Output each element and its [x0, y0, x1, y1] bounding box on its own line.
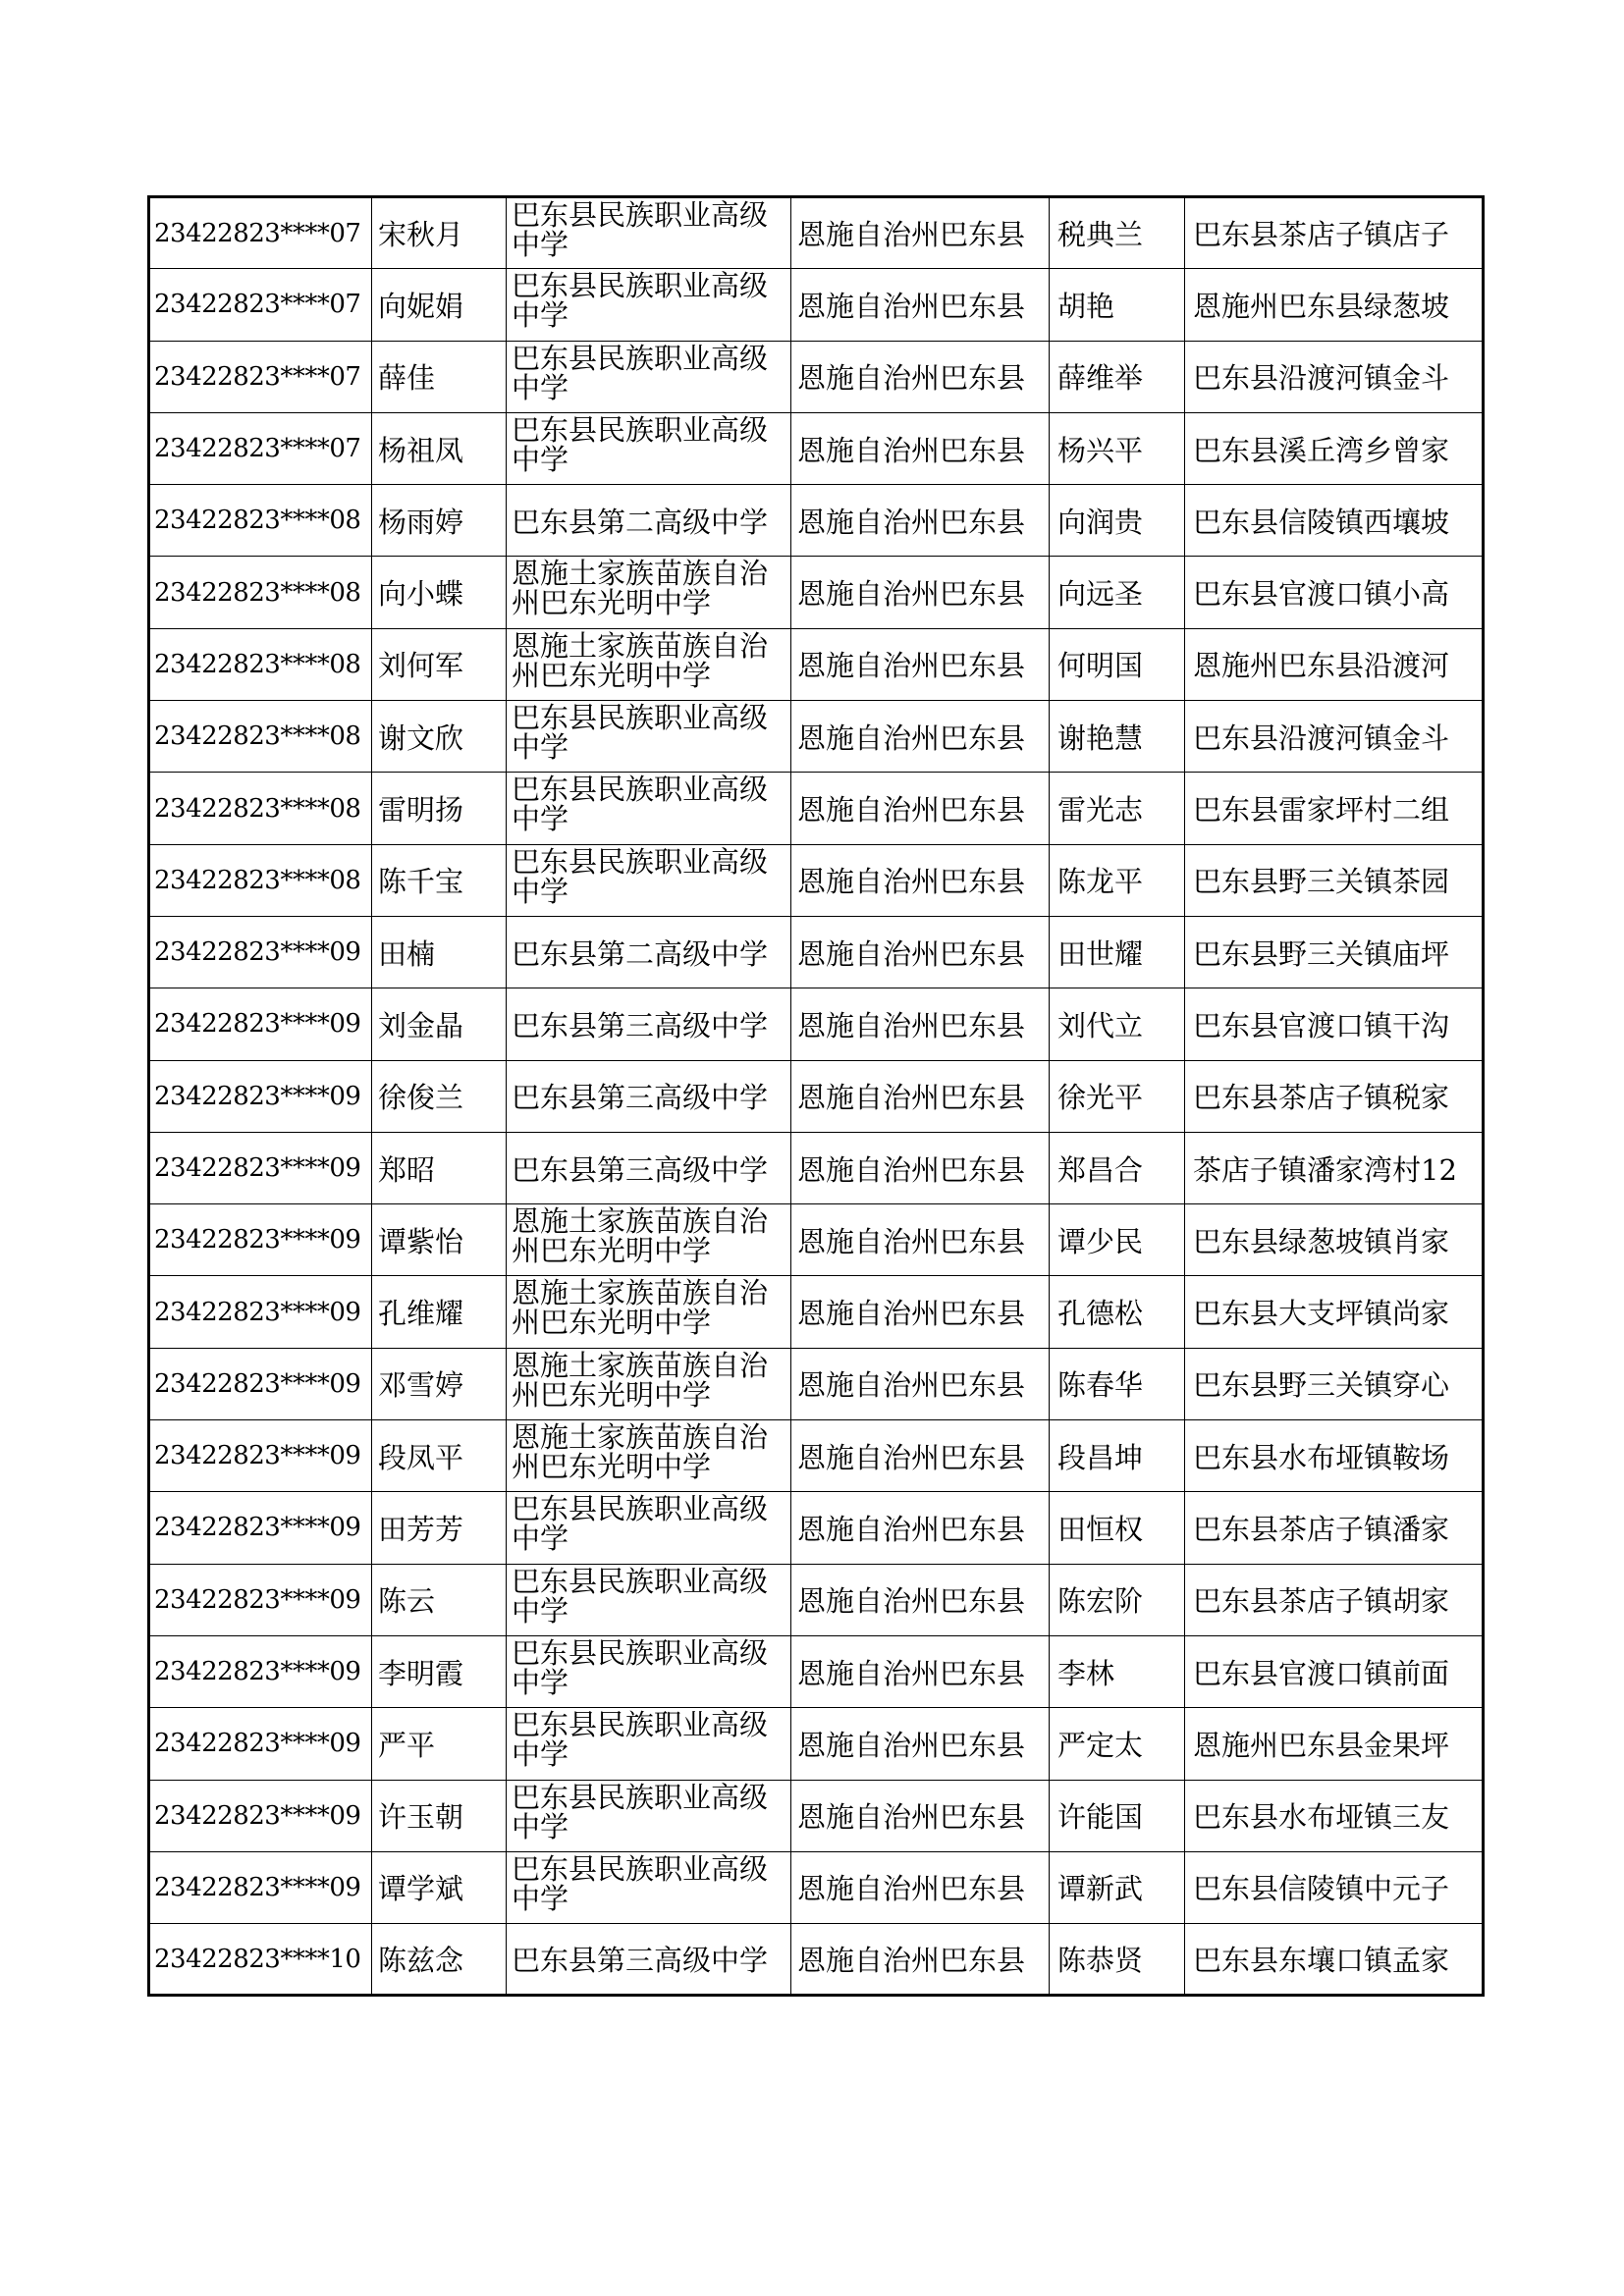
school-cell: 恩施土家族苗族自治州巴东光明中学 — [507, 1420, 791, 1492]
guardian-name-cell: 严定太 — [1050, 1708, 1185, 1780]
student-name-cell: 宋秋月 — [372, 197, 507, 269]
address-cell: 巴东县信陵镇中元子 — [1185, 1851, 1484, 1923]
address-cell: 巴东县野三关镇穿心 — [1185, 1348, 1484, 1419]
student-name-cell: 谢文欣 — [372, 701, 507, 773]
table-row — [149, 988, 1484, 1060]
address-cell: 恩施州巴东县金果坪 — [1185, 1708, 1484, 1780]
table-row — [149, 773, 1484, 844]
id-cell: 23422823****09 — [149, 1635, 372, 1707]
student-name-cell: 徐俊兰 — [372, 1060, 507, 1132]
guardian-name-cell: 刘代立 — [1050, 988, 1185, 1060]
school-cell: 巴东县民族职业高级中学 — [507, 701, 791, 773]
student-name-cell: 田芳芳 — [372, 1492, 507, 1564]
school-cell: 巴东县第二高级中学 — [507, 485, 791, 557]
guardian-name-cell: 郑昌合 — [1050, 1132, 1185, 1203]
school-cell: 恩施土家族苗族自治州巴东光明中学 — [507, 1348, 791, 1419]
table-body — [149, 197, 1484, 1996]
region-cell: 恩施自治州巴东县 — [791, 916, 1050, 988]
school-cell: 恩施土家族苗族自治州巴东光明中学 — [507, 628, 791, 700]
guardian-name-cell: 田世耀 — [1050, 916, 1185, 988]
school-cell: 恩施土家族苗族自治州巴东光明中学 — [507, 1204, 791, 1276]
table-row — [149, 1708, 1484, 1780]
region-cell: 恩施自治州巴东县 — [791, 1564, 1050, 1635]
address-cell: 巴东县东壤口镇孟家 — [1185, 1924, 1484, 1996]
student-name-cell: 刘金晶 — [372, 988, 507, 1060]
region-cell: 恩施自治州巴东县 — [791, 1851, 1050, 1923]
address-cell: 恩施州巴东县沿渡河 — [1185, 628, 1484, 700]
region-cell: 恩施自治州巴东县 — [791, 1780, 1050, 1851]
address-cell: 巴东县水布垭镇鞍场 — [1185, 1420, 1484, 1492]
table-row — [149, 1635, 1484, 1707]
address-cell: 巴东县野三关镇庙坪 — [1185, 916, 1484, 988]
address-cell: 巴东县溪丘湾乡曾家 — [1185, 412, 1484, 484]
table-row — [149, 701, 1484, 773]
guardian-name-cell: 田恒权 — [1050, 1492, 1185, 1564]
school-cell: 巴东县民族职业高级中学 — [507, 844, 791, 916]
region-cell: 恩施自治州巴东县 — [791, 1635, 1050, 1707]
address-cell: 巴东县沿渡河镇金斗 — [1185, 341, 1484, 412]
guardian-name-cell: 段昌坤 — [1050, 1420, 1185, 1492]
student-name-cell: 刘何军 — [372, 628, 507, 700]
guardian-name-cell: 孔德松 — [1050, 1276, 1185, 1348]
address-cell: 巴东县官渡口镇前面 — [1185, 1635, 1484, 1707]
table-row — [149, 557, 1484, 628]
school-cell: 恩施土家族苗族自治州巴东光明中学 — [507, 557, 791, 628]
region-cell: 恩施自治州巴东县 — [791, 269, 1050, 341]
region-cell: 恩施自治州巴东县 — [791, 1276, 1050, 1348]
id-cell: 23422823****09 — [149, 1060, 372, 1132]
id-cell: 23422823****09 — [149, 1204, 372, 1276]
id-cell: 23422823****07 — [149, 269, 372, 341]
guardian-name-cell: 陈春华 — [1050, 1348, 1185, 1419]
table-row — [149, 844, 1484, 916]
school-cell: 巴东县民族职业高级中学 — [507, 1635, 791, 1707]
table-row — [149, 485, 1484, 557]
table-row — [149, 916, 1484, 988]
id-cell: 23422823****08 — [149, 701, 372, 773]
id-cell: 23422823****07 — [149, 197, 372, 269]
id-cell: 23422823****09 — [149, 1276, 372, 1348]
student-name-cell: 杨祖凤 — [372, 412, 507, 484]
id-cell: 23422823****09 — [149, 1348, 372, 1419]
student-name-cell: 陈云 — [372, 1564, 507, 1635]
student-table-sheet — [147, 195, 1482, 1997]
address-cell: 巴东县信陵镇西壤坡 — [1185, 485, 1484, 557]
region-cell: 恩施自治州巴东县 — [791, 1924, 1050, 1996]
id-cell: 23422823****09 — [149, 988, 372, 1060]
school-cell: 巴东县民族职业高级中学 — [507, 269, 791, 341]
student-name-cell: 段凤平 — [372, 1420, 507, 1492]
address-cell: 巴东县官渡口镇小高 — [1185, 557, 1484, 628]
region-cell: 恩施自治州巴东县 — [791, 1708, 1050, 1780]
school-cell: 巴东县第三高级中学 — [507, 1924, 791, 1996]
address-cell: 巴东县绿葱坡镇肖家 — [1185, 1204, 1484, 1276]
guardian-name-cell: 胡艳 — [1050, 269, 1185, 341]
id-cell: 23422823****09 — [149, 1564, 372, 1635]
school-cell: 巴东县民族职业高级中学 — [507, 1564, 791, 1635]
id-cell: 23422823****08 — [149, 844, 372, 916]
student-name-cell: 谭紫怡 — [372, 1204, 507, 1276]
region-cell: 恩施自治州巴东县 — [791, 1492, 1050, 1564]
address-cell: 巴东县茶店子镇胡家 — [1185, 1564, 1484, 1635]
student-name-cell: 薛佳 — [372, 341, 507, 412]
id-cell: 23422823****09 — [149, 1780, 372, 1851]
guardian-name-cell: 向远圣 — [1050, 557, 1185, 628]
region-cell: 恩施自治州巴东县 — [791, 1348, 1050, 1419]
address-cell: 巴东县雷家坪村二组 — [1185, 773, 1484, 844]
region-cell: 恩施自治州巴东县 — [791, 1132, 1050, 1203]
table-row — [149, 1492, 1484, 1564]
table-row — [149, 1420, 1484, 1492]
region-cell: 恩施自治州巴东县 — [791, 557, 1050, 628]
region-cell: 恩施自治州巴东县 — [791, 701, 1050, 773]
region-cell: 恩施自治州巴东县 — [791, 1060, 1050, 1132]
student-table — [147, 195, 1485, 1997]
table-row — [149, 269, 1484, 341]
id-cell: 23422823****09 — [149, 1132, 372, 1203]
table-row — [149, 197, 1484, 269]
table-row — [149, 1348, 1484, 1419]
school-cell: 巴东县民族职业高级中学 — [507, 412, 791, 484]
student-name-cell: 严平 — [372, 1708, 507, 1780]
table-row — [149, 341, 1484, 412]
address-cell: 巴东县大支坪镇尚家 — [1185, 1276, 1484, 1348]
address-cell: 巴东县茶店子镇税家 — [1185, 1060, 1484, 1132]
region-cell: 恩施自治州巴东县 — [791, 1204, 1050, 1276]
id-cell: 23422823****10 — [149, 1924, 372, 1996]
id-cell: 23422823****09 — [149, 916, 372, 988]
school-cell: 巴东县民族职业高级中学 — [507, 1780, 791, 1851]
student-name-cell: 向妮娟 — [372, 269, 507, 341]
school-cell: 巴东县第三高级中学 — [507, 1060, 791, 1132]
id-cell: 23422823****09 — [149, 1420, 372, 1492]
student-name-cell: 陈兹念 — [372, 1924, 507, 1996]
id-cell: 23422823****09 — [149, 1708, 372, 1780]
table-row — [149, 412, 1484, 484]
region-cell: 恩施自治州巴东县 — [791, 197, 1050, 269]
guardian-name-cell: 薛维举 — [1050, 341, 1185, 412]
address-cell: 巴东县野三关镇茶园 — [1185, 844, 1484, 916]
table-row — [149, 1204, 1484, 1276]
student-name-cell: 谭学斌 — [372, 1851, 507, 1923]
school-cell: 巴东县民族职业高级中学 — [507, 1708, 791, 1780]
student-name-cell: 李明霞 — [372, 1635, 507, 1707]
address-cell: 巴东县水布垭镇三友 — [1185, 1780, 1484, 1851]
guardian-name-cell: 谭新武 — [1050, 1851, 1185, 1923]
guardian-name-cell: 陈恭贤 — [1050, 1924, 1185, 1996]
id-cell: 23422823****08 — [149, 773, 372, 844]
region-cell: 恩施自治州巴东县 — [791, 844, 1050, 916]
school-cell: 巴东县民族职业高级中学 — [507, 197, 791, 269]
table-row — [149, 1132, 1484, 1203]
table-row — [149, 1851, 1484, 1923]
guardian-name-cell: 向润贵 — [1050, 485, 1185, 557]
school-cell: 巴东县民族职业高级中学 — [507, 1492, 791, 1564]
school-cell: 巴东县第三高级中学 — [507, 988, 791, 1060]
guardian-name-cell: 徐光平 — [1050, 1060, 1185, 1132]
region-cell: 恩施自治州巴东县 — [791, 485, 1050, 557]
address-cell: 恩施州巴东县绿葱坡 — [1185, 269, 1484, 341]
region-cell: 恩施自治州巴东县 — [791, 341, 1050, 412]
guardian-name-cell: 杨兴平 — [1050, 412, 1185, 484]
student-name-cell: 陈千宝 — [372, 844, 507, 916]
region-cell: 恩施自治州巴东县 — [791, 988, 1050, 1060]
address-cell: 茶店子镇潘家湾村12 — [1185, 1132, 1484, 1203]
school-cell: 巴东县民族职业高级中学 — [507, 1851, 791, 1923]
table-row — [149, 628, 1484, 700]
school-cell: 巴东县第二高级中学 — [507, 916, 791, 988]
guardian-name-cell: 谢艳慧 — [1050, 701, 1185, 773]
school-cell: 巴东县民族职业高级中学 — [507, 773, 791, 844]
school-cell: 巴东县第三高级中学 — [507, 1132, 791, 1203]
table-row — [149, 1060, 1484, 1132]
id-cell: 23422823****08 — [149, 628, 372, 700]
region-cell: 恩施自治州巴东县 — [791, 1420, 1050, 1492]
id-cell: 23422823****09 — [149, 1492, 372, 1564]
id-cell: 23422823****08 — [149, 557, 372, 628]
student-name-cell: 郑昭 — [372, 1132, 507, 1203]
student-name-cell: 雷明扬 — [372, 773, 507, 844]
id-cell: 23422823****07 — [149, 412, 372, 484]
student-name-cell: 孔维耀 — [372, 1276, 507, 1348]
table-row — [149, 1924, 1484, 1996]
student-name-cell: 邓雪婷 — [372, 1348, 507, 1419]
school-cell: 恩施土家族苗族自治州巴东光明中学 — [507, 1276, 791, 1348]
guardian-name-cell: 陈龙平 — [1050, 844, 1185, 916]
address-cell: 巴东县官渡口镇干沟 — [1185, 988, 1484, 1060]
student-name-cell: 杨雨婷 — [372, 485, 507, 557]
region-cell: 恩施自治州巴东县 — [791, 628, 1050, 700]
table-row — [149, 1276, 1484, 1348]
table-row — [149, 1564, 1484, 1635]
guardian-name-cell: 税典兰 — [1050, 197, 1185, 269]
region-cell: 恩施自治州巴东县 — [791, 773, 1050, 844]
student-name-cell: 向小蝶 — [372, 557, 507, 628]
school-cell: 巴东县民族职业高级中学 — [507, 341, 791, 412]
guardian-name-cell: 陈宏阶 — [1050, 1564, 1185, 1635]
guardian-name-cell: 谭少民 — [1050, 1204, 1185, 1276]
address-cell: 巴东县茶店子镇店子 — [1185, 197, 1484, 269]
student-name-cell: 许玉朝 — [372, 1780, 507, 1851]
id-cell: 23422823****08 — [149, 485, 372, 557]
id-cell: 23422823****09 — [149, 1851, 372, 1923]
id-cell: 23422823****07 — [149, 341, 372, 412]
guardian-name-cell: 雷光志 — [1050, 773, 1185, 844]
table-row — [149, 1780, 1484, 1851]
guardian-name-cell: 李林 — [1050, 1635, 1185, 1707]
address-cell: 巴东县茶店子镇潘家 — [1185, 1492, 1484, 1564]
address-cell: 巴东县沿渡河镇金斗 — [1185, 701, 1484, 773]
student-name-cell: 田楠 — [372, 916, 507, 988]
region-cell: 恩施自治州巴东县 — [791, 412, 1050, 484]
guardian-name-cell: 何明国 — [1050, 628, 1185, 700]
guardian-name-cell: 许能国 — [1050, 1780, 1185, 1851]
